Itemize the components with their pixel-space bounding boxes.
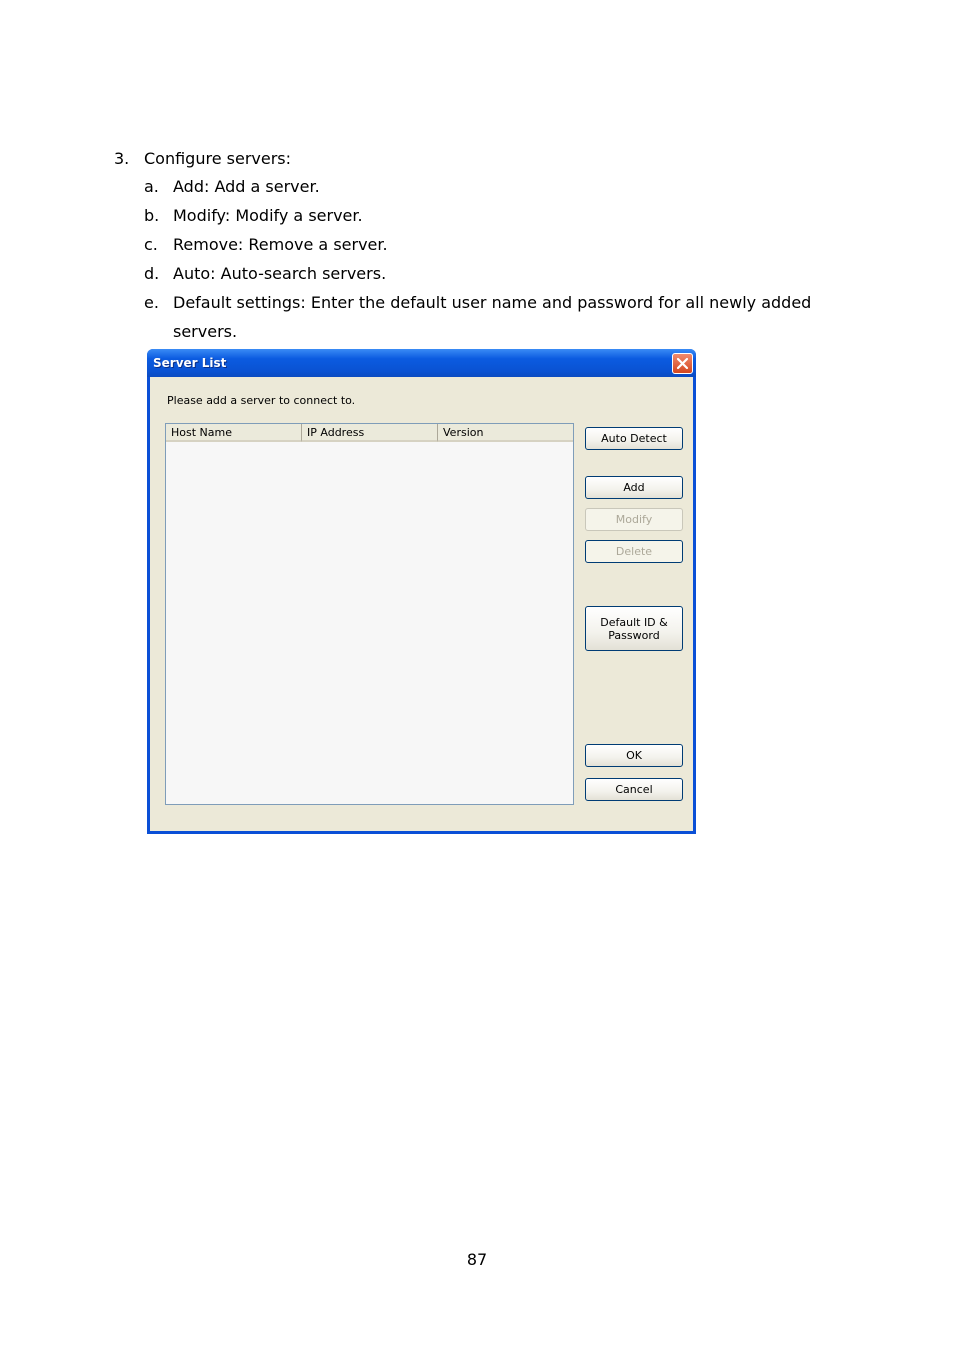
- item-text-remove: Remove: Remove a server.: [173, 235, 388, 254]
- close-icon: [676, 357, 689, 370]
- modify-button[interactable]: Modify: [585, 508, 683, 531]
- dialog-client-area: [150, 377, 693, 831]
- dialog-prompt: Please add a server to connect to.: [167, 394, 356, 407]
- item-text-modify: Modify: Modify a server.: [173, 206, 363, 225]
- column-version[interactable]: Version: [438, 424, 573, 442]
- item-letter-d: d.: [144, 264, 160, 283]
- item-letter-b: b.: [144, 206, 160, 225]
- close-button[interactable]: [672, 353, 693, 374]
- cancel-button[interactable]: Cancel: [585, 778, 683, 801]
- ok-button[interactable]: OK: [585, 744, 683, 767]
- step-number: 3.: [114, 149, 130, 168]
- item-letter-a: a.: [144, 177, 159, 196]
- delete-button[interactable]: Delete: [585, 540, 683, 563]
- item-letter-c: c.: [144, 235, 158, 254]
- default-id-password-button[interactable]: Default ID & Password: [585, 606, 683, 651]
- item-letter-e: e.: [144, 293, 159, 312]
- dialog-titlebar[interactable]: [147, 349, 696, 377]
- item-text-default: Default settings: Enter the default user name and password for all newly added: [173, 293, 812, 312]
- list-header: [166, 424, 573, 442]
- item-text-auto: Auto: Auto-search servers.: [173, 264, 387, 283]
- server-listview[interactable]: [165, 423, 574, 805]
- add-button[interactable]: Add: [585, 476, 683, 499]
- item-text-add: Add: Add a server.: [173, 177, 320, 196]
- column-host-name[interactable]: Host Name: [166, 424, 302, 442]
- dialog-title: Server List: [153, 356, 227, 370]
- column-ip-address[interactable]: IP Address: [302, 424, 438, 442]
- page-number: 87: [466, 1250, 488, 1269]
- auto-detect-button[interactable]: Auto Detect: [585, 427, 683, 450]
- item-text-default-continuation: servers.: [173, 322, 238, 341]
- server-list-dialog: [147, 349, 696, 834]
- step-title: Configure servers:: [144, 149, 292, 168]
